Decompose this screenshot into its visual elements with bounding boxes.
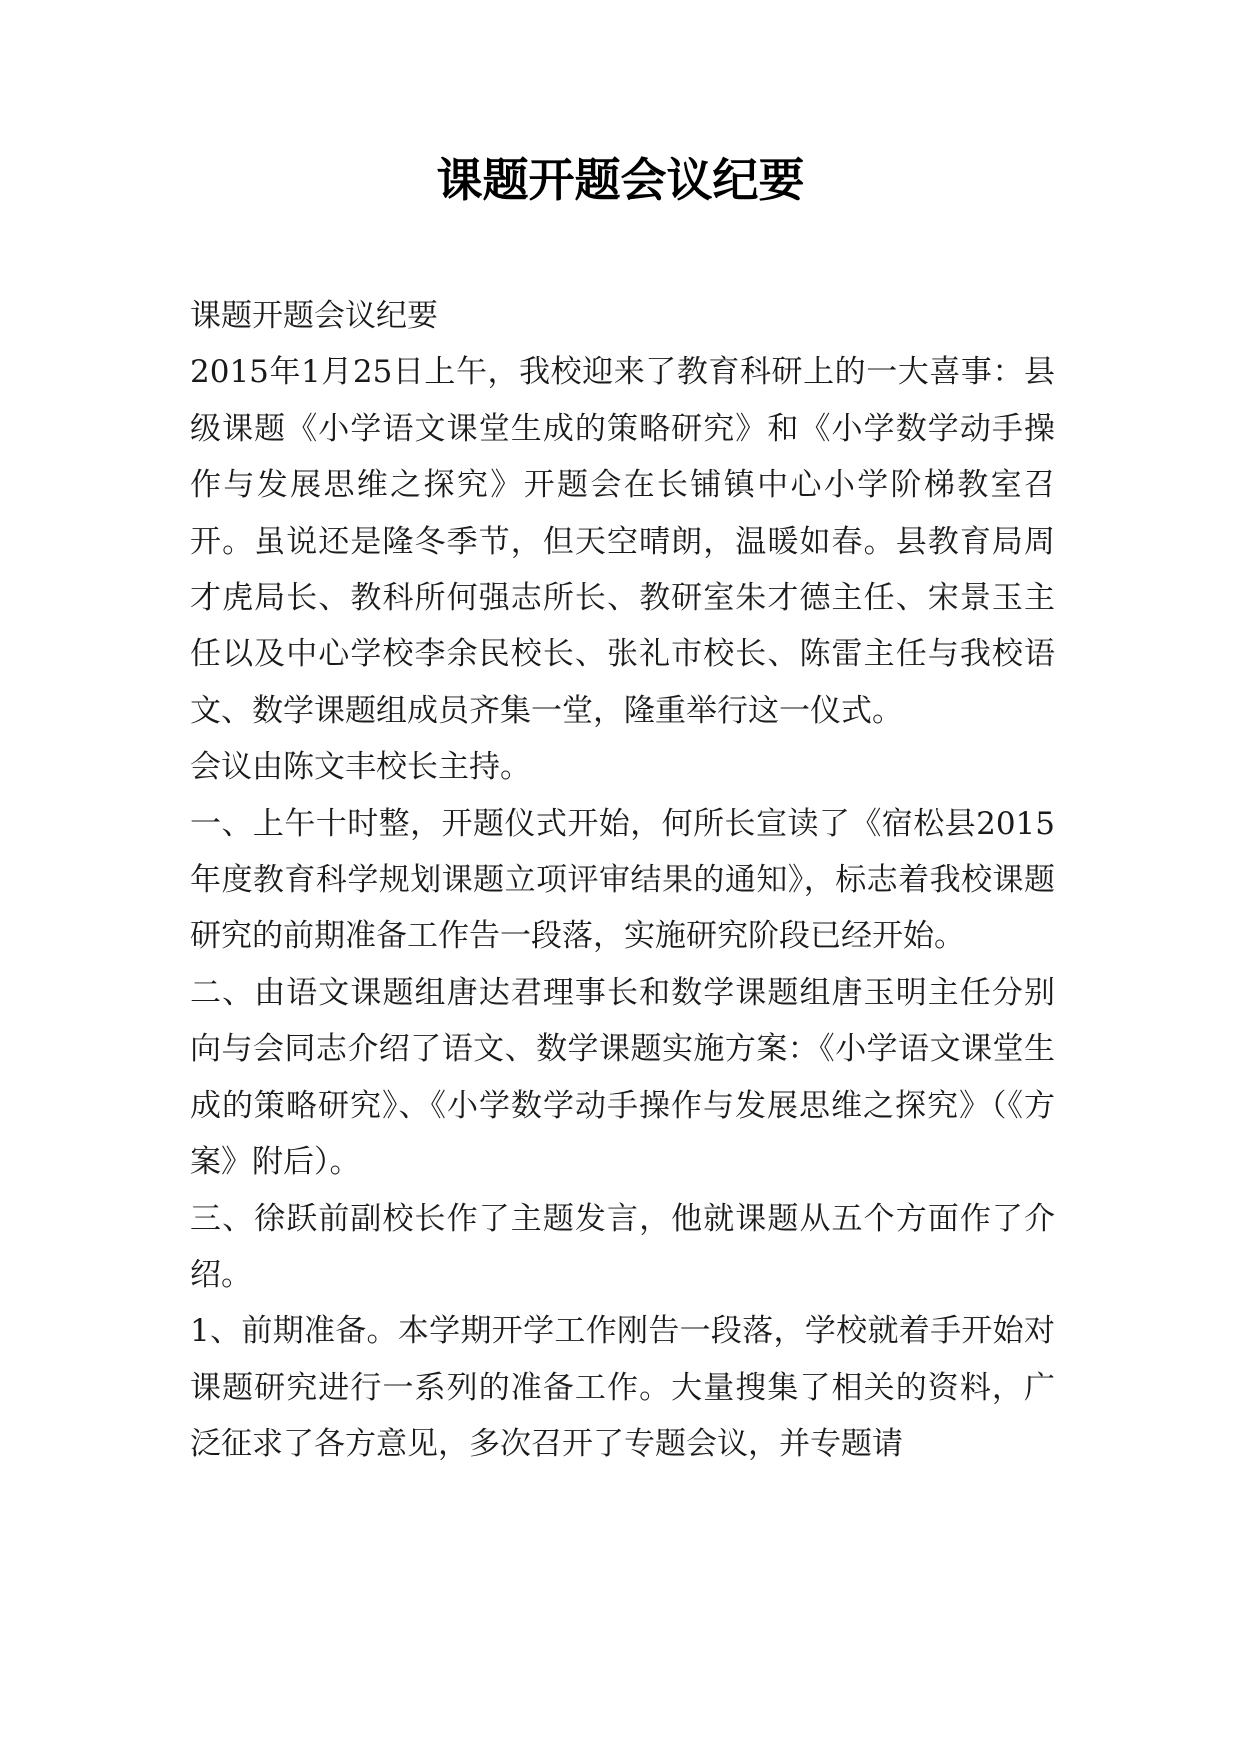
paragraph-point-1: 1、前期准备。本学期开学工作刚告一段落，学校就着手开始对课题研究进行一系列的准备工作。大量搜集了相关的资料，广泛征求了各方意见，多次召开了专题会议，并专题请 xyxy=(190,1313,1055,1463)
paragraph-subtitle: 课题开题会议纪要 xyxy=(190,298,438,334)
paragraph-intro: 2015年1月25日上午，我校迎来了教育科研上的一大喜事：县级课题《小学语文课堂生成的策略研究》和《小学数学动手操作与发展思维之探究》开题会在长铺镇中心小学阶梯教室召开。虽说还是隆冬季节，但天空晴朗，温暖如春。县教育局周才虎局长、教科所何强志所长、教研室朱才德主任、宋景玉主任以及中心学校李余民校长、张礼市校长、陈雷主任与我校语文、数学课题组成员齐集一堂，隆重举行这一仪式。 xyxy=(190,354,1055,729)
paragraph-item-3: 三、徐跃前副校长作了主题发言，他就课题从五个方面作了介绍。 xyxy=(190,1200,1055,1293)
paragraph-host: 会议由陈文丰校长主持。 xyxy=(190,749,531,786)
document-body xyxy=(190,288,1055,1473)
paragraph-item-2: 二、由语文课题组唐达君理事长和数学课题组唐玉明主任分别向与会同志介绍了语文、数学课题实施方案：《小学语文课堂生成的策略研究》、《小学数学动手操作与发展思维之探究》（《方案》附后）。 xyxy=(190,974,1055,1181)
document-title: 课题开题会议纪要 xyxy=(436,153,805,207)
paragraph-item-1: 一、上午十时整，开题仪式开始，何所长宣读了《宿松县2015年度教育科学规划课题立项评审结果的通知》，标志着我校课题研究的前期准备工作告一段落，实施研究阶段已经开始。 xyxy=(190,805,1055,955)
